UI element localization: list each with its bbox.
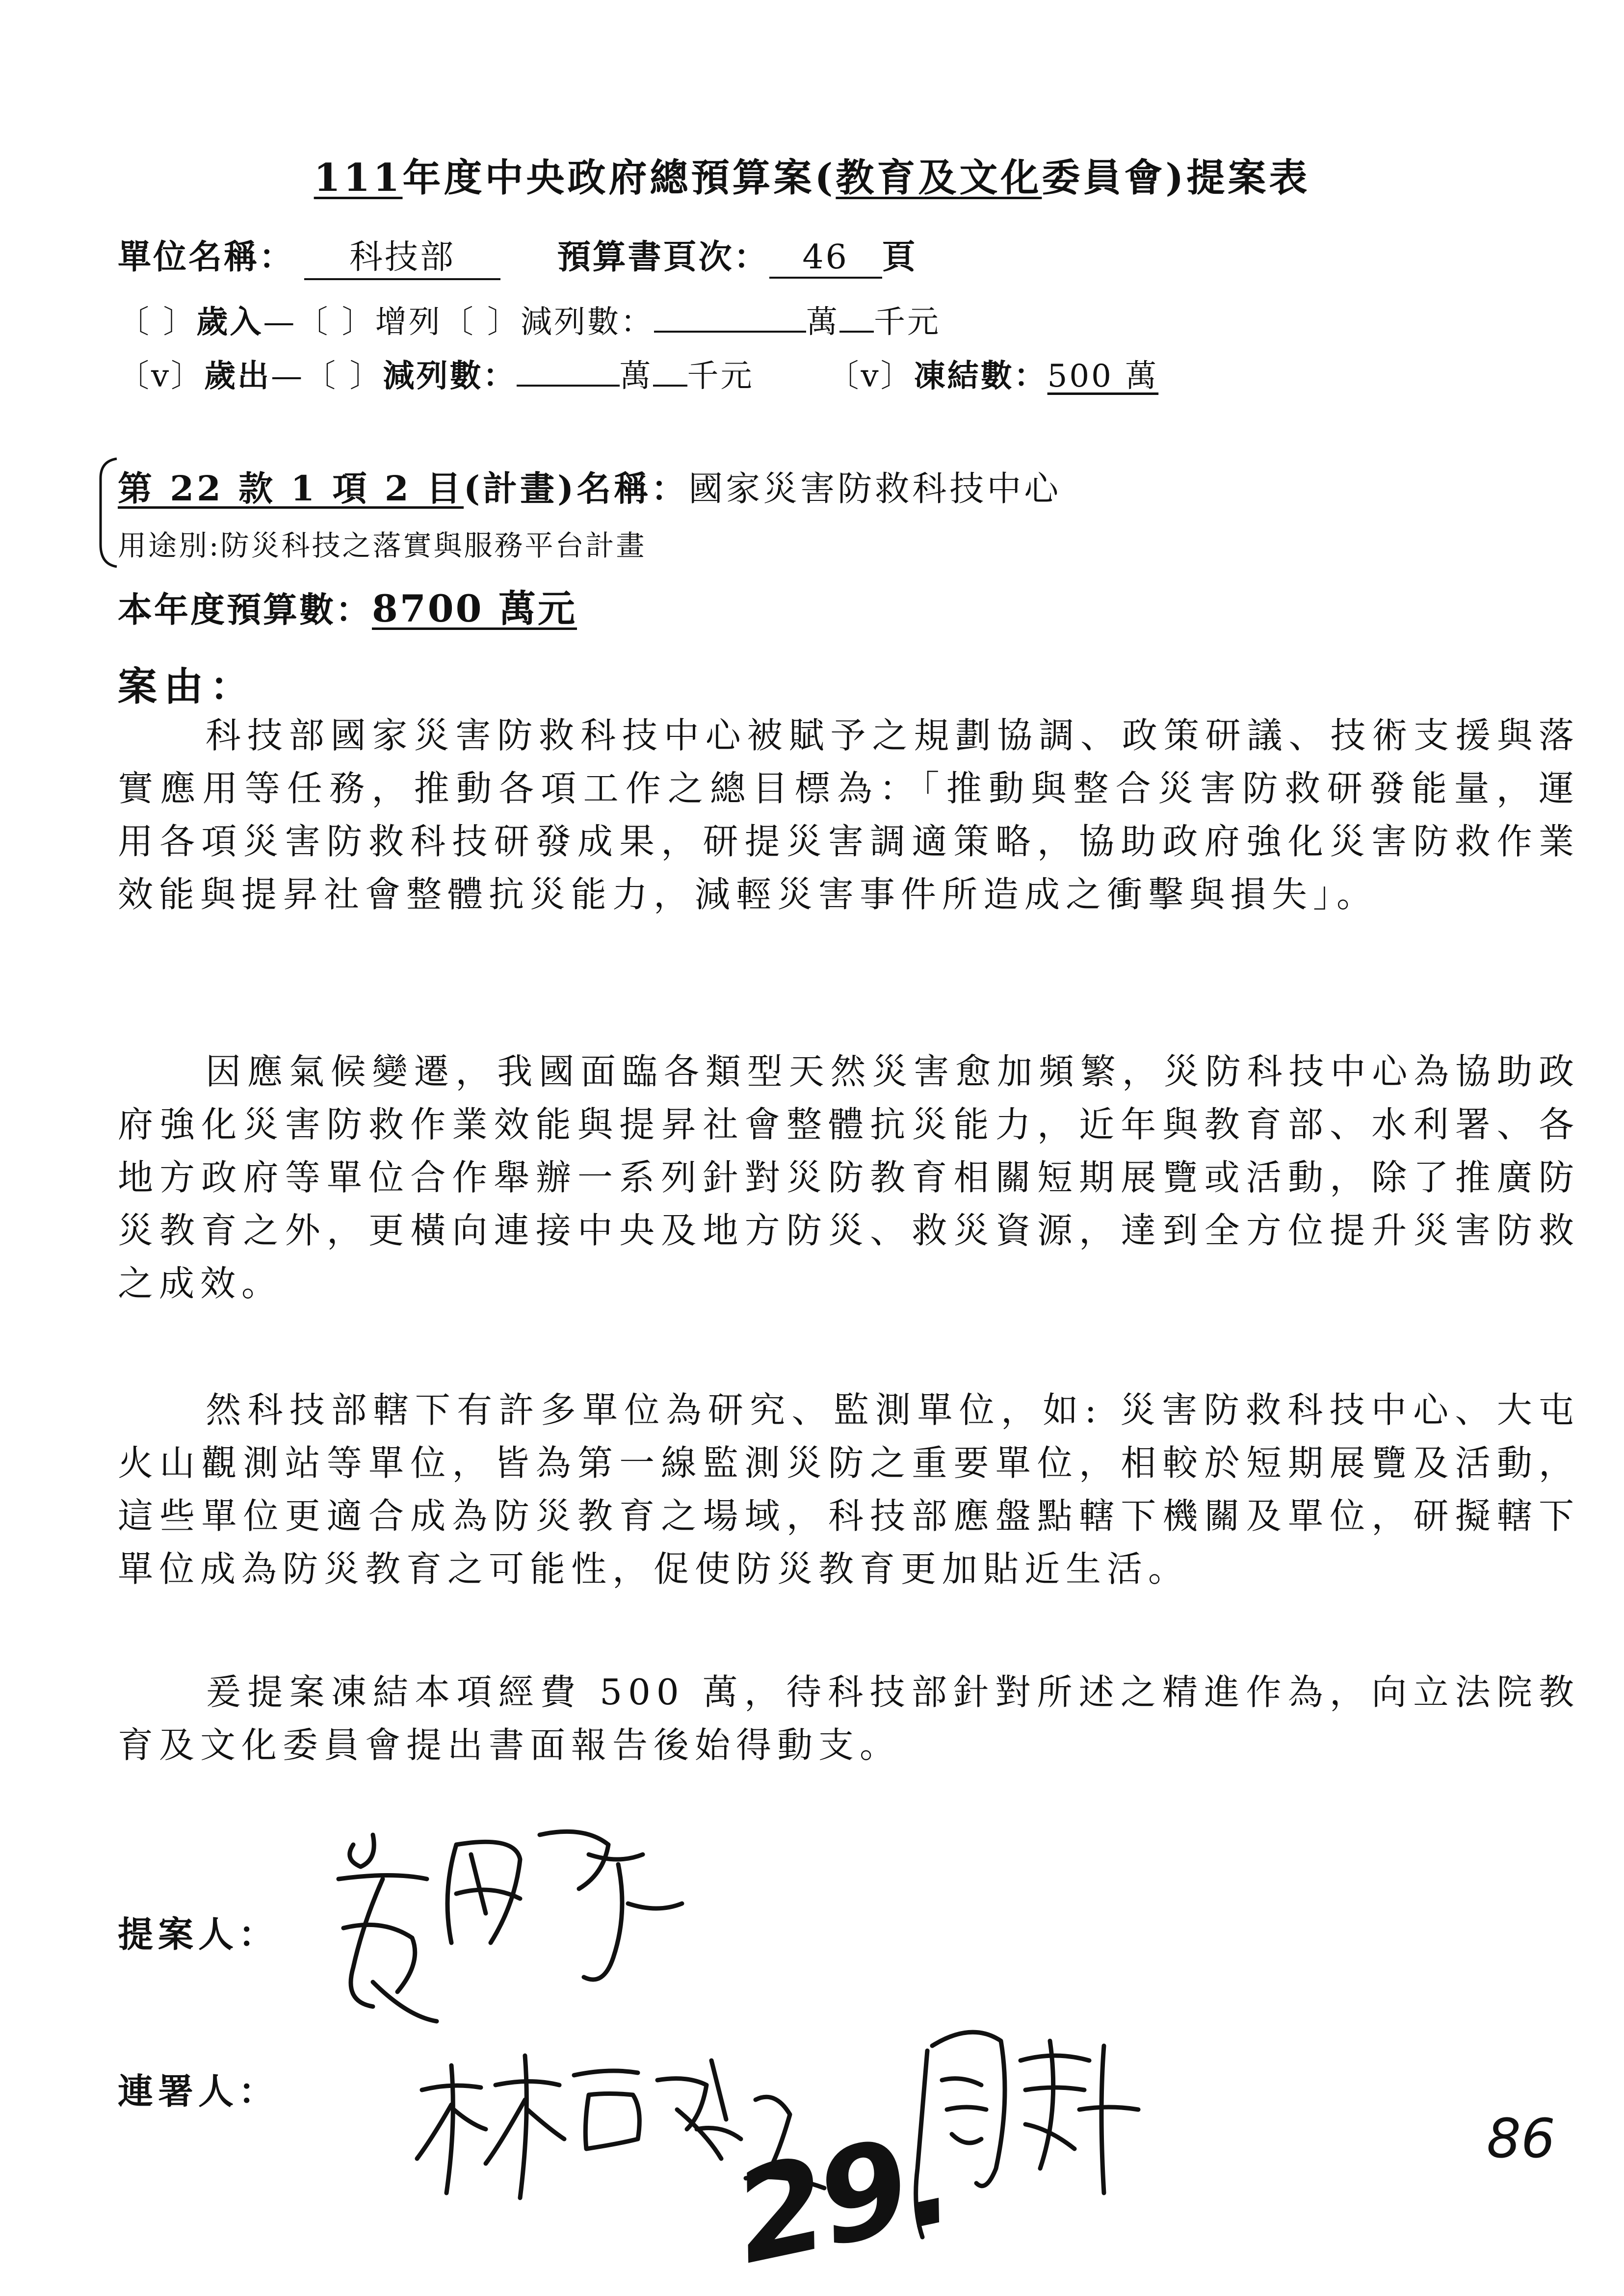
title-year: 111 bbox=[314, 156, 403, 200]
page-label: 預算書頁次： bbox=[557, 237, 769, 277]
freeze-label: 凍結數： bbox=[914, 358, 1048, 394]
expense-label: 歲出 bbox=[204, 358, 271, 394]
proposer-label: 提案人： bbox=[118, 1913, 279, 1955]
unit-name-label: 單位名稱： bbox=[118, 237, 295, 277]
program-name-value: 國家災害防救科技中心 bbox=[688, 469, 1062, 509]
expense-wan: 萬 bbox=[619, 358, 653, 394]
freeze-value: 500 萬 bbox=[1047, 358, 1159, 394]
page-value: 46 bbox=[769, 238, 882, 279]
expense-qian: 千元 bbox=[687, 358, 754, 394]
cosigner-label: 連署人： bbox=[118, 2070, 279, 2112]
revenue-wan: 萬 bbox=[806, 304, 840, 340]
reason-paragraph-3: 然科技部轄下有許多單位為研究、監測單位，如: 災害防救科技中心、大屯火山觀測站等單位，皆為第一線監測災防之重要單位，相較於短期展覽及活動，這些單位更適合成為防災教育之場域，科技部應盤點轄下機關及單位，研擬轄下單位成為防災教育之可能性，促使防災教育更加貼近生活。 bbox=[118, 1389, 1580, 1590]
budget-label: 本年度預算數： bbox=[118, 589, 372, 630]
revenue-increase-label: 增列 bbox=[375, 304, 442, 340]
expense-checkbox: 〔v〕 bbox=[118, 358, 205, 394]
reason-heading: 案由： bbox=[118, 663, 256, 709]
freeze-checkbox: 〔v〕 bbox=[827, 358, 914, 394]
handwritten-page-number: 86 bbox=[1487, 2107, 1555, 2170]
revenue-checkbox: 〔 〕 bbox=[118, 304, 197, 340]
revenue-dash-box: —〔 〕 bbox=[263, 304, 375, 340]
revenue-label: 歲入 bbox=[196, 304, 263, 340]
revenue-decrease-box: 〔 〕 bbox=[442, 304, 521, 340]
expense-decrease-label: 減列數： bbox=[383, 358, 517, 394]
program-usage: 用途別:防災科技之落實與服務平台計畫 bbox=[118, 529, 647, 562]
program-kuan: 第 22 款 1 項 2 目 bbox=[118, 468, 464, 509]
title-part-1: 年度中央政府總預算案( bbox=[402, 156, 836, 200]
title-part-2: 委員會)提案表 bbox=[1042, 156, 1310, 200]
revenue-decrease-label: 減列數： bbox=[521, 304, 655, 340]
reason-paragraph-4: 爰提案凍結本項經費 500 萬，待科技部針對所述之精進作為，向立法院教育及文化委員會提出書面報告後始得動支。 bbox=[118, 1671, 1580, 1766]
reason-paragraph-2: 因應氣候變遷，我國面臨各類型天然災害愈加頻繁，災防科技中心為協助政府強化災害防救作業效能與提昇社會整體抗災能力，近年與教育部、水利署、各地方政府等單位合作舉辦一系列針對災防教育相關短期展覽或活動，除了推廣防災教育之外，更橫向連接中央及地方防災、救災資源，達到全方位提升災害防救之成效。 bbox=[118, 1051, 1580, 1304]
unit-name-value: 科技部 bbox=[304, 231, 500, 280]
revenue-qian: 千元 bbox=[874, 304, 941, 340]
handwritten-count-note: 29. bbox=[723, 2104, 961, 2293]
page-unit: 頁 bbox=[882, 237, 917, 277]
expense-dash-box: —〔 〕 bbox=[271, 358, 383, 394]
reason-paragraph-1: 科技部國家災害防救科技中心被賦予之規劃協調、政策研議、技術支援與落實應用等任務，推動各項工作之總目標為：「推動與整合災害防救研發能量，運用各項災害防救科技研發成果，研提災害調適策略，協助政府強化災害防救作業效能與提昇社會整體抗災能力，減輕災害事件所造成之衝擊與損失」。 bbox=[118, 715, 1580, 915]
budget-value: 8700 萬元 bbox=[372, 587, 577, 630]
program-name-label: (計畫)名稱： bbox=[464, 468, 689, 509]
title-committee: 教育及文化 bbox=[836, 156, 1042, 200]
